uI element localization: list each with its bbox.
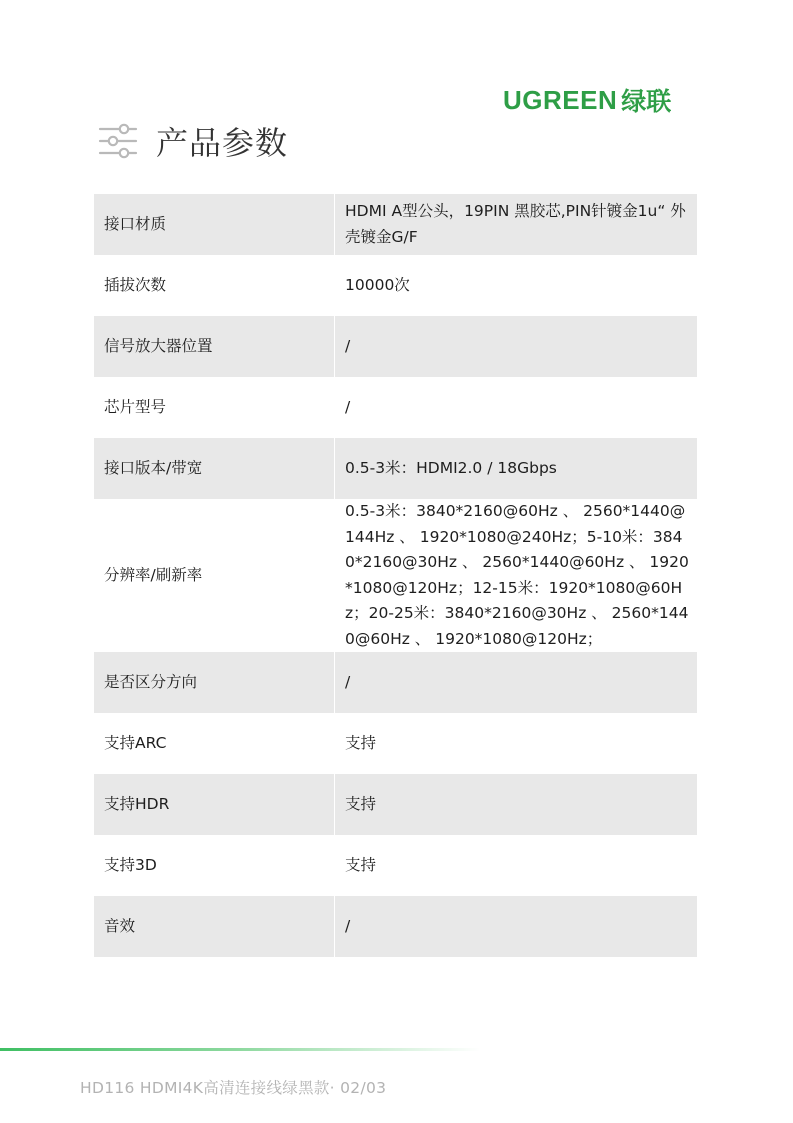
spec-value: /: [335, 896, 697, 957]
sliders-icon: [98, 121, 138, 161]
spec-label: 接口材质: [94, 194, 334, 255]
spec-label: 支持HDR: [94, 774, 334, 835]
spec-value: 10000次: [345, 275, 410, 294]
spec-value: 支持: [335, 774, 697, 835]
spec-value: 0.5-3米：3840*2160@60Hz 、 2560*1440@144Hz 、 1920*1080@240Hz；5-10米：3840*2160@30Hz 、 2560*1440@60Hz 、 1920*1080@120Hz；12-15米：1920*1080@60Hz；20-25米：3840*2160@30Hz 、 2560*1440@60Hz 、 1920*1080@120Hz；: [345, 502, 689, 648]
spec-row: [94, 652, 697, 713]
spec-row: [94, 896, 697, 957]
spec-label: 分辨率/刷新率: [104, 565, 203, 584]
footer-divider: [0, 1048, 480, 1051]
brand-logo-cjk: 绿联: [621, 87, 672, 116]
spec-label: 音效: [94, 896, 334, 957]
spec-row: [94, 377, 697, 438]
spec-row: [94, 316, 697, 377]
spec-label: 支持3D: [104, 855, 157, 874]
spec-label: 插拔次数: [104, 275, 167, 294]
brand-logo-latin: UGREEN: [503, 84, 618, 115]
section-heading: [98, 118, 288, 164]
spec-label: 芯片型号: [104, 397, 167, 416]
spec-row: [94, 835, 697, 896]
spec-value: 支持: [345, 733, 377, 752]
spec-label: 是否区分方向: [94, 652, 334, 713]
brand-logo: [503, 82, 703, 118]
spec-value: HDMI A型公头，19PIN 黑胶芯,PIN针镀金1u“ 外壳镀金G/F: [335, 194, 697, 255]
footer-text: HD116 HDMI4K高清连接线绿黑款· 02/03: [80, 1079, 387, 1097]
spec-row: [94, 438, 697, 499]
spec-label: 支持ARC: [104, 733, 167, 752]
spec-value: /: [335, 652, 697, 713]
spec-value: /: [345, 397, 351, 416]
spec-row: [94, 713, 697, 774]
page-title: 产品参数: [156, 124, 289, 162]
spec-row: [94, 194, 697, 255]
spec-label: 信号放大器位置: [94, 316, 334, 377]
spec-value: /: [335, 316, 697, 377]
spec-row: [94, 774, 697, 835]
spec-value: 0.5-3米：HDMI2.0 / 18Gbps: [335, 438, 697, 499]
spec-label: 接口版本/带宽: [94, 438, 334, 499]
spec-row: [94, 255, 697, 316]
spec-table: [94, 194, 697, 957]
spec-row: [94, 499, 697, 652]
spec-value: 支持: [345, 855, 377, 874]
